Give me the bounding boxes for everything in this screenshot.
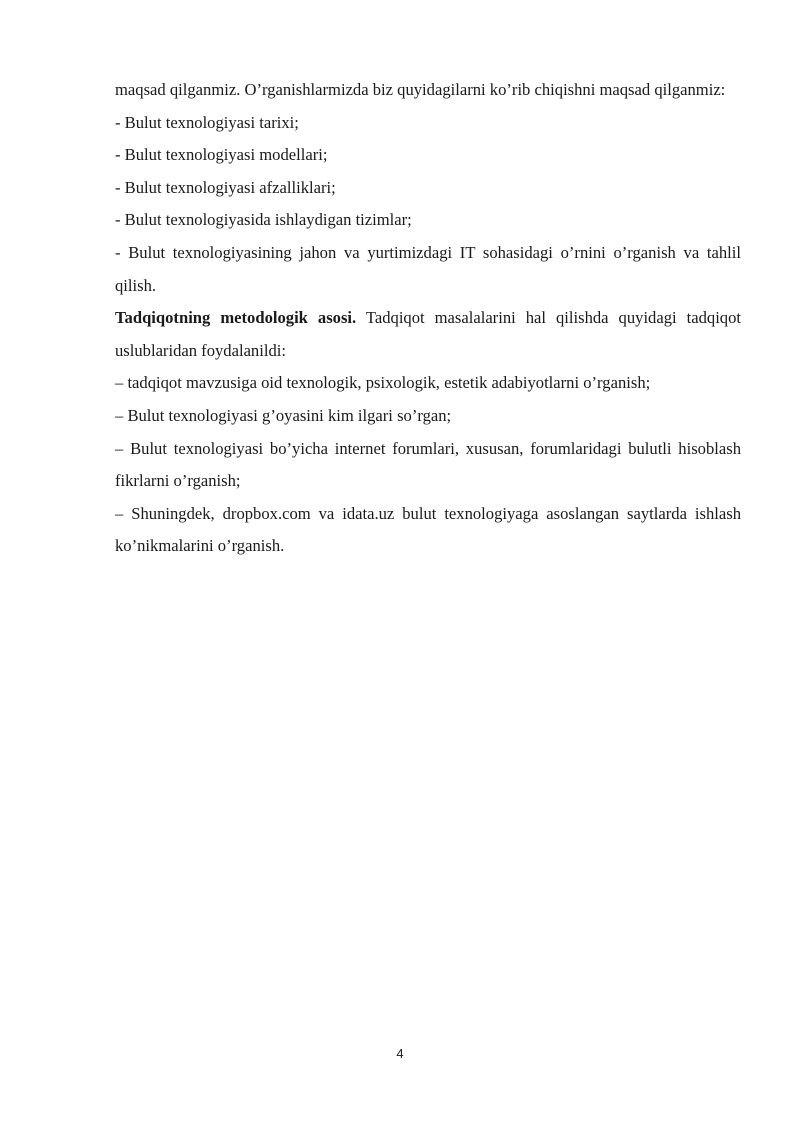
list-item-systems: - Bulut texnologiyasida ishlaydigan tizimlar; — [115, 210, 412, 230]
method-item-forums: – Bulut texnologiyasi bo’yicha internet forumlari, xususan, forumlaridagi bulutli hisoblash fikrlarni o’rganish; — [115, 438, 741, 491]
page-number: 4 — [396, 1046, 404, 1061]
intro-paragraph: maqsad qilganmiz. O’rganishlarmizda biz quyidagilarni ko’rib chiqishni maqsad qilganmiz: — [115, 80, 726, 99]
page-body — [115, 74, 741, 563]
list-item-models: - Bulut texnologiyasi modellari; — [115, 145, 328, 165]
list-item-advantages: - Bulut texnologiyasi afzalliklari; — [115, 177, 336, 197]
list-item-history: - Bulut texnologiyasi tarixi; — [115, 112, 299, 132]
method-item-literature: – tadqiqot mavzusiga oid texnologik, psixologik, estetik adabiyotlarni o’rganish; — [115, 373, 651, 393]
methodology-text: Tadqiqot masalalarini hal qilishda quyidagi tadqiqot uslublaridan foydalanildi: — [115, 308, 742, 360]
method-item-idea: – Bulut texnologiyasi g’oyasini kim ilgari so’rgan; — [115, 405, 452, 425]
methodology-paragraph — [115, 302, 741, 367]
method-item-sites: – Shuningdek, dropbox.com va idata.uz bulut texnologiyaga asoslangan saytlarda ishlash ko’nikmalarini o’rganish. — [115, 503, 741, 556]
methodology-heading: Tadqiqotning metodologik asosi. — [115, 308, 357, 328]
list-item-role: - Bulut texnologiyasining jahon va yurtimizdagi IT sohasidagi o’rnini o’rganish va tahlil qilish. — [115, 242, 741, 295]
